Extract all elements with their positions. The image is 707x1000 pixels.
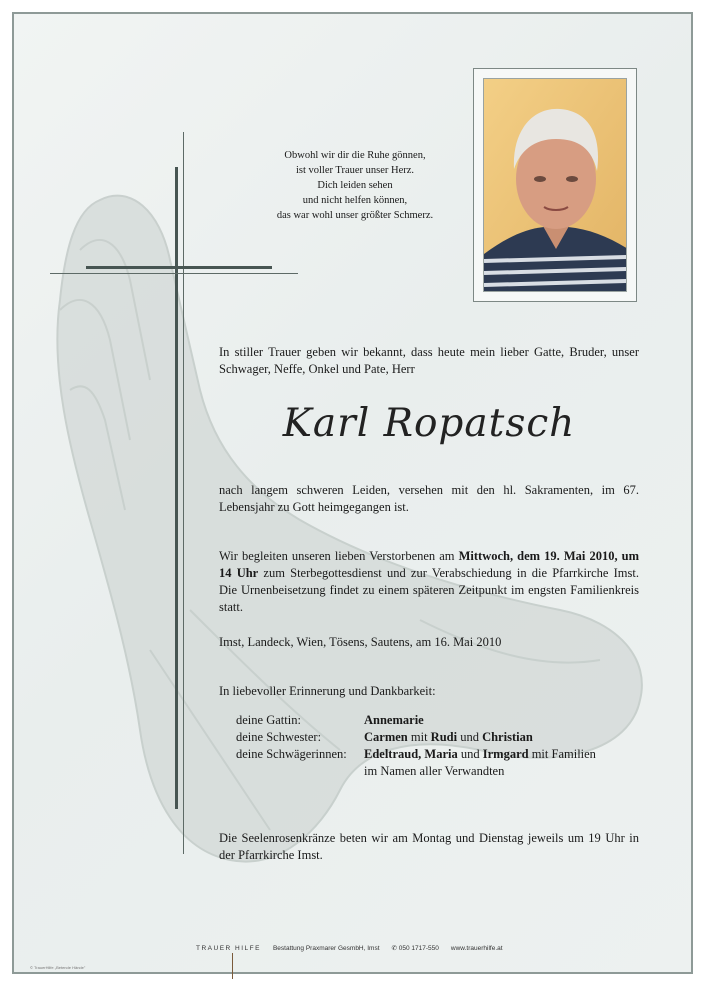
service-text: zum Sterbegottesdienst und zur Verabschiedung in die Pfarrkirche Imst. Die Urnenbeisetzung findet zu einem späteren Zeitpunkt im engsten Familienkreis statt. xyxy=(219,566,639,614)
place-date: Imst, Landeck, Wien, Tösens, Sautens, am 16. Mai 2010 xyxy=(219,635,502,649)
service-text: Wir begleiten unseren lieben Verstorbenen am xyxy=(219,549,459,563)
mourner-names: Edeltraud, Maria und Irmgard mit Familien xyxy=(364,747,596,761)
poem-line: Dich leiden sehen xyxy=(317,180,393,191)
service-info xyxy=(219,548,639,616)
trauerhilfe-logo: TRAUER HILFE xyxy=(196,944,261,952)
cross-horizontal-thin xyxy=(50,273,298,274)
poem-line: ist voller Trauer unser Herz. xyxy=(295,165,415,176)
mourner-row xyxy=(236,712,596,729)
service-date: Mittwoch, dem 19. Mai 2010, um 14 Uhr xyxy=(219,549,640,580)
death-notice: nach langem schweren Leiden, versehen mit den hl. Sakramenten, im 67. Lebensjahr zu Gott heimgegangen ist. xyxy=(219,483,639,514)
mourners-list xyxy=(236,712,596,780)
phone-contact: ✆ 050 1717-550 xyxy=(391,945,439,952)
mourner-row xyxy=(236,763,596,780)
poem-line: Obwohl wir dir die Ruhe gönnen, xyxy=(284,150,426,161)
footer xyxy=(196,944,503,952)
company-name: Bestattung Praxmarer GesmbH, Imst xyxy=(272,944,380,952)
intro-text: In stiller Trauer geben wir bekannt, dass heute mein lieber Gatte, Bruder, unser Schwager, Neffe, Onkel und Pate, Herr xyxy=(219,345,639,376)
rosary-notice: Die Seelenrosenkränze beten wir am Montag und Dienstag jeweils um 19 Uhr in der Pfarrkirche Imst. xyxy=(219,831,639,862)
mourner-relation: deine Gattin: xyxy=(236,713,301,727)
website-link[interactable]: www.trauerhilfe.at xyxy=(450,944,503,952)
portrait-photo xyxy=(483,78,627,292)
logo-bar xyxy=(232,953,233,979)
cross-vertical-bold xyxy=(175,167,178,809)
poem-line: und nicht helfen können, xyxy=(302,195,408,206)
poem-line: das war wohl unser größter Schmerz. xyxy=(276,210,434,221)
phone-icon: ✆ xyxy=(391,945,397,952)
mourner-names: Annemarie xyxy=(364,713,424,727)
mourner-relation: deine Schwester: xyxy=(236,730,322,744)
poem xyxy=(250,148,460,223)
mourner-row xyxy=(236,729,596,746)
copyright-note: © TrauerHilfe „Betende Hände" xyxy=(30,965,86,970)
portrait-frame xyxy=(473,68,637,302)
mourner-row xyxy=(236,746,596,763)
mourner-relation: deine Schwägerinnen: xyxy=(236,747,347,761)
mourner-names: Carmen mit Rudi und Christian xyxy=(364,730,533,744)
deceased-name: Karl Ropatsch xyxy=(282,401,576,446)
cross-vertical-thin xyxy=(183,132,184,854)
cross-horizontal-bold xyxy=(86,266,272,269)
mourner-names: im Namen aller Verwandten xyxy=(364,764,505,778)
remembrance-line: In liebevoller Erinnerung und Dankbarkeit: xyxy=(219,684,436,698)
